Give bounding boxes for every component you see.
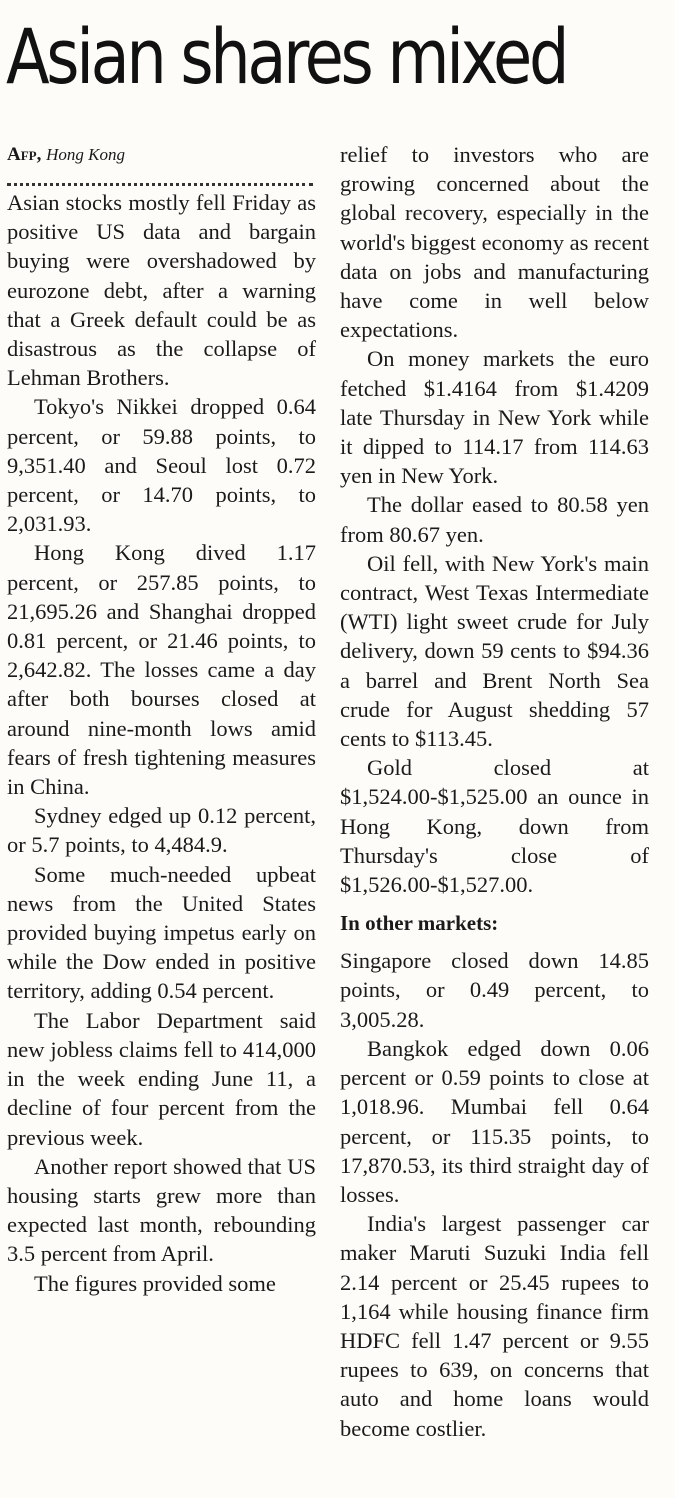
paragraph: Some much-needed upbeat news from the United States provided buying impetus early on while the Dow ended in positive territory, adding 0.54 percent. [7, 861, 316, 1004]
paragraph: Another report showed that US housing starts grew more than expected last month, rebounding 3.5 percent from April. [7, 1153, 316, 1267]
byline [7, 140, 316, 169]
paragraph: The Labor Department said new jobless claims fell to 414,000 in the week ending June 11, a decline of four percent from the previous week. [7, 1007, 316, 1150]
byline-place: Hong Kong [46, 145, 125, 164]
paragraph: India's largest passenger car maker Maruti Suzuki India fell 2.14 percent or 25.45 rupees to 1,164 while housing finance firm HDFC fell 1.47 percent or 9.55 rupees to 639, on concerns that auto and home loans would become costlier. [340, 1211, 649, 1441]
byline-agency: Afp, [7, 144, 42, 165]
subheading: In other markets: [340, 911, 499, 936]
paragraph: Asian stocks mostly fell Friday as positive US data and bargain buying were overshadowed by eurozone debt, after a warning that a Greek default could be as disastrous as the collapse of Lehman Brothers. [7, 190, 316, 391]
dotted-divider [7, 173, 313, 186]
paragraph: Hong Kong dived 1.17 percent, or 257.85 points, to 21,695.26 and Shanghai dropped 0.81 percent, or 21.46 points, to 2,642.82. The losses came a day after both bourses closed at around nine-month lows amid fears of fresh tightening measures in China. [7, 540, 316, 800]
paragraph: The dollar eased to 80.58 yen from 80.67 yen. [340, 492, 649, 547]
right-column [340, 140, 649, 1443]
paragraph: The figures provided some [34, 1270, 276, 1296]
paragraph: Tokyo's Nikkei dropped 0.64 percent, or 59.88 points, to 9,351.40 and Seoul lost 0.72 percent, or 14.70 points, to 2,031.93. [7, 394, 316, 537]
paragraph: Oil fell, with New York's main contract, West Texas Intermediate (WTI) light sweet crude for July delivery, down 59 cents to $94.36 a barrel and Brent North Sea crude for August shedding 57 cents to $113.45. [340, 550, 649, 752]
left-column [7, 140, 316, 1298]
paragraph: relief to investors who are growing concerned about the global recovery, especially in the world's biggest economy as recent data on jobs and manufacturing have come in well below expectations. [340, 142, 649, 343]
paragraph: Sydney edged up 0.12 percent, or 5.7 points, to 4,484.9. [7, 803, 316, 858]
paragraph: Gold closed at $1,524.00-$1,525.00 an ounce in Hong Kong, down from Thursday's close of $1,526.00-$1,527.00. [340, 755, 649, 898]
headline: Asian shares mixed [6, 12, 567, 101]
paragraph: On money markets the euro fetched $1.4164 from $1.4209 late Thursday in New York while it dipped to 114.17 from 114.63 yen in New York. [340, 346, 649, 489]
paragraph: Singapore closed down 14.85 points, or 0.49 percent, to 3,005.28. [340, 948, 649, 1032]
paragraph: Bangkok edged down 0.06 percent or 0.59 points to close at 1,018.96. Mumbai fell 0.64 percent, or 115.35 points, to 17,870.53, its third straight day of losses. [340, 1035, 649, 1207]
